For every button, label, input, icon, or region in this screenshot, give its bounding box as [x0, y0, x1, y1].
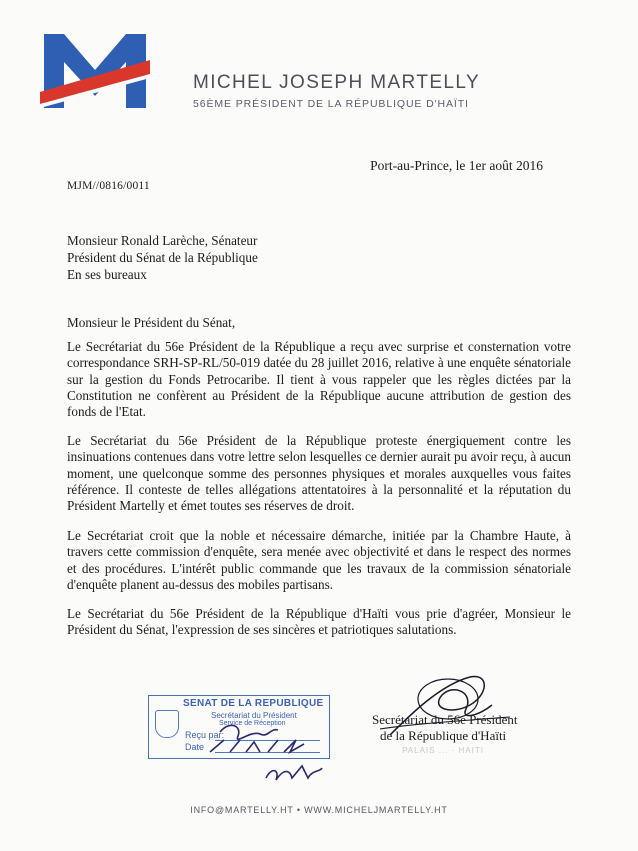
salutation: Monsieur le Président du Sénat,	[67, 315, 236, 330]
recipient-line: Président du Sénat de la République	[67, 250, 258, 265]
stamp-title: SENAT DE LA REPUBLIQUE	[183, 698, 324, 709]
place-date: Port-au-Prince, le 1er août 2016	[370, 158, 543, 173]
stamp-received-label: Reçu par:	[185, 730, 225, 740]
signature-title-line: de la République d'Haïti	[380, 728, 507, 743]
recipient-line: Monsieur Ronald Larèche, Sénateur	[67, 233, 258, 248]
letterhead-name: MICHEL JOSEPH MARTELLY	[193, 72, 481, 93]
coat-of-arms-icon	[155, 710, 179, 738]
stamp-date-label: Date	[185, 742, 205, 752]
recipient-line: En ses bureaux	[67, 267, 147, 282]
footer-contact: INFO@MARTELLY.HT • WWW.MICHELJMARTELLY.HT	[190, 805, 448, 815]
recipient-address	[67, 232, 258, 283]
body-paragraph: Le Secrétariat du 56e Président de la République a reçu avec surprise et consternation votre correspondance SRH-SP-RL/50-019 datée du 28 juillet 2016, relative à une enquête sénatoriale sur la gestion du Fonds Petrocaribe. Il tient à vous rappeler que les règles dictées par la Constitution ne confèrent au Président de la République aucune attribution de gestion des fonds de l'Etat.	[67, 339, 571, 420]
m-monogram-logo-icon	[40, 30, 150, 110]
body-paragraph: Le Secrétariat du 56e Président de la République proteste énergiquement contre les insinuations contenues dans votre lettre selon lesquelles ce dernier aurait pu avoir reçu, à aucun moment, une quelconque somme des personnes physiques et morales auxquelles vous faites référence. Il conteste de telles allégations attentatoires à la personnalité et la réputation du Président Martelly et émet toutes ses réserves de droit.	[67, 433, 571, 514]
reference-number: MJM//0816/0011	[67, 180, 150, 192]
closing-paragraph: Le Secrétariat du 56e Président de la République d'Haïti vous prie d'agréer, Monsieur le Président du Sénat, l'expression de ses sincères et patriotiques salutations.	[67, 606, 571, 638]
faded-office-stamp: PALAIS ... · HAITI	[402, 746, 484, 755]
letterhead-title: 56ÈME PRÉSIDENT DE LA RÉPUBLIQUE D'HAÏTI	[193, 98, 469, 110]
stamp-line: Service de Réception	[219, 720, 286, 727]
body-paragraph: Le Secrétariat croit que la noble et nécessaire démarche, initiée par la Chambre Haute, à travers cette commission d'enquête, sera menée avec objectivité et dans le respect des normes et des procédures. L'intérêt public commande que les travaux de la commission sénatoriale d'enquête planent au-dessus des mobiles partisans.	[67, 528, 571, 592]
signature-title-line: Secrétariat du 56e Président	[372, 712, 518, 727]
handwritten-annotation	[180, 690, 360, 790]
stamp-line: Secrétariat du Président	[211, 711, 297, 720]
